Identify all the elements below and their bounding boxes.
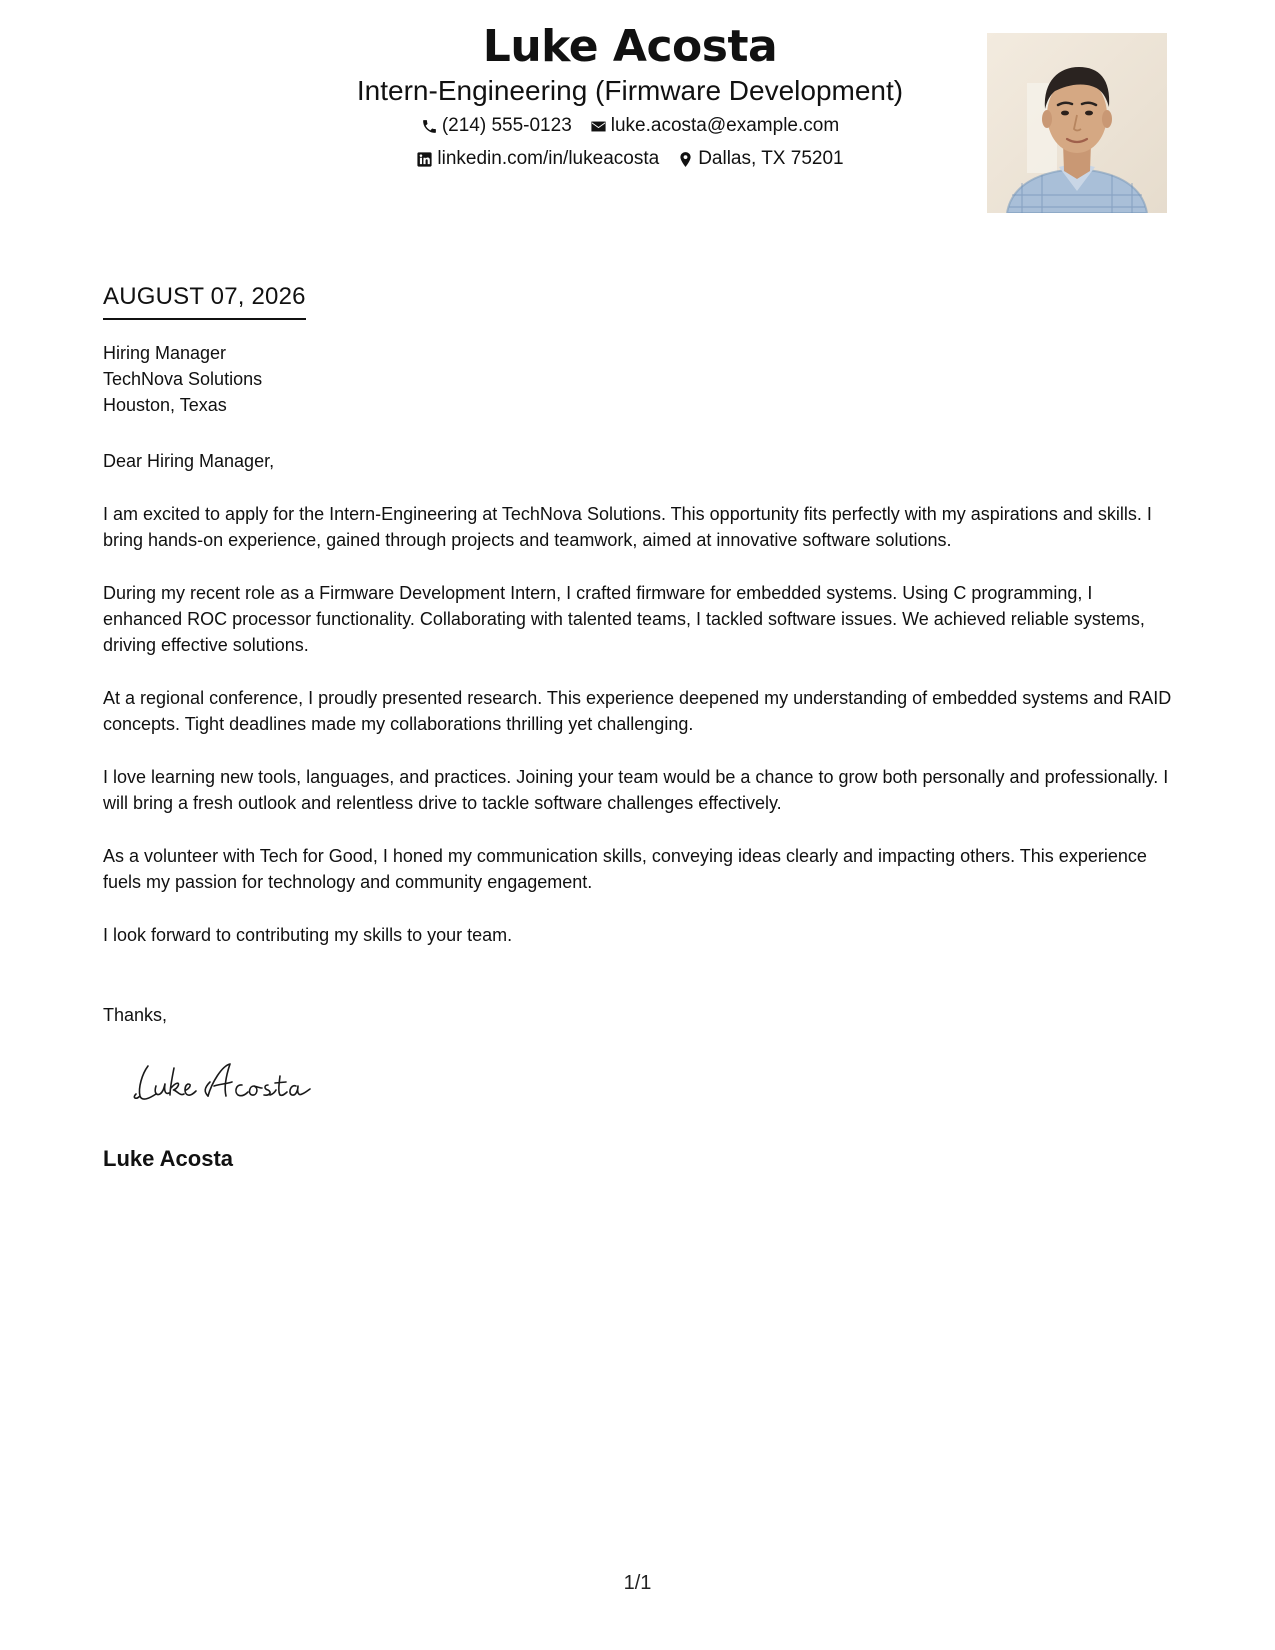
recipient-location: Houston, Texas [103, 395, 227, 415]
linkedin-text[interactable]: linkedin.com/in/lukeacosta [437, 148, 660, 169]
page-number: 1/1 [623, 1572, 652, 1594]
applicant-name: Luke Acosta [482, 21, 778, 72]
email-text[interactable]: luke.acosta@example.com [610, 115, 840, 136]
body-paragraph: I look forward to contributing my skills to your team. [103, 925, 513, 945]
salutation: Dear Hiring Manager, [103, 451, 275, 471]
profile-photo [987, 33, 1167, 213]
map-pin-icon [677, 151, 694, 168]
letter-header [0, 20, 1275, 220]
closing: Thanks, [103, 1005, 168, 1025]
body-paragraph: I love learning new tools, languages, and practices. Joining your team would be a chance to grow both personally and professionally. I will bring a fresh outlook and relentless drive to tackle software challenges effectively. [103, 767, 1169, 813]
signer-name: Luke Acosta [103, 1146, 234, 1171]
body-paragraph: I am excited to apply for the Intern-Engineering at TechNova Solutions. This opportunity fits perfectly with my aspirations and skills. I bring hands-on experience, gained through projects and teamwork, aimed at innovative software solutions. [103, 504, 1152, 550]
contact-linkedin[interactable] [416, 144, 659, 174]
contact-email[interactable] [590, 111, 839, 141]
contact-row-1 [200, 111, 1060, 141]
header-contact-block [200, 20, 1060, 174]
signature-image [130, 1052, 340, 1112]
envelope-icon [590, 118, 607, 135]
recipient-title: Hiring Manager [103, 343, 227, 363]
recipient-company: TechNova Solutions [103, 369, 263, 389]
letter-date: AUGUST 07, 2026 [103, 282, 306, 320]
body-paragraph: At a regional conference, I proudly presented research. This experience deepened my understanding of embedded systems and RAID concepts. Tight deadlines made my collaborations thrilling yet challenging. [103, 688, 1172, 734]
contact-location [677, 144, 843, 174]
letter-body [103, 448, 1173, 975]
body-paragraph: During my recent role as a Firmware Development Intern, I crafted firmware for embedded systems. Using C programming, I enhanced ROC processor functionality. Collaborating with talented teams, I tackled software issues. We achieved reliable systems, driving effective solutions. [103, 583, 1145, 655]
linkedin-icon [416, 151, 433, 168]
handwritten-signature [130, 1052, 340, 1112]
location-text: Dallas, TX 75201 [698, 148, 844, 169]
recipient-block [103, 340, 262, 418]
phone-text: (214) 555-0123 [441, 115, 572, 136]
contact-row-2 [200, 144, 1060, 174]
profile-photo-image [987, 33, 1167, 213]
body-paragraph: As a volunteer with Tech for Good, I honed my communication skills, conveying ideas clearly and impacting others. This experience fuels my passion for technology and community engagement. [103, 846, 1147, 892]
contact-phone [421, 111, 572, 141]
applicant-role: Intern-Engineering (Firmware Development) [356, 75, 904, 106]
phone-icon [421, 118, 438, 135]
